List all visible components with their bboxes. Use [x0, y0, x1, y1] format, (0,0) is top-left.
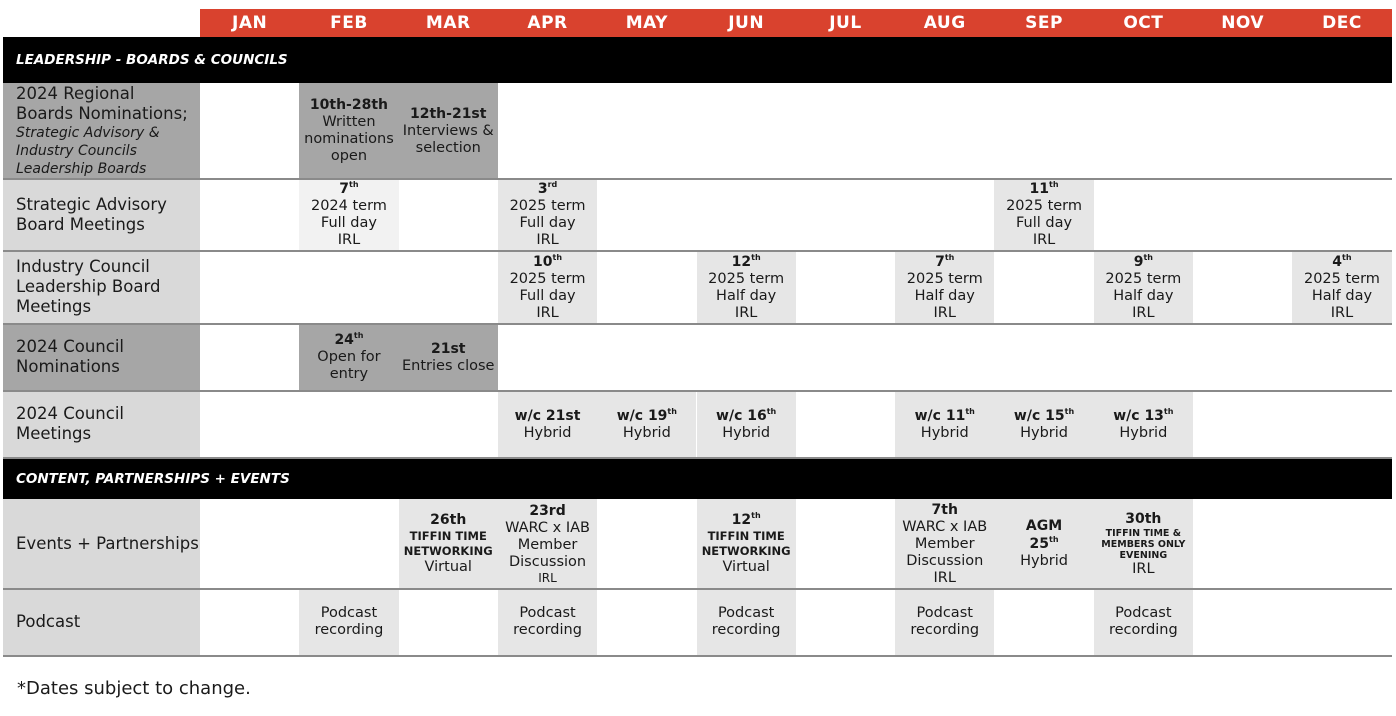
event-cell-mar: [399, 324, 498, 390]
row-label-line: Meetings: [16, 424, 92, 443]
event-cell-apr: [498, 391, 597, 457]
row-divider: [3, 457, 1392, 459]
event-cell-mar: [399, 83, 498, 178]
event-cell-aug: [895, 391, 994, 457]
event-text-line: [1106, 528, 1181, 539]
event-text: IRL: [933, 304, 956, 321]
row-divider: [3, 178, 1392, 180]
event-text: Half day: [1113, 287, 1174, 304]
event-text-line: [1125, 510, 1161, 528]
event-text: TIFFIN TIME: [707, 529, 785, 543]
ordinal-suffix: th: [552, 252, 563, 262]
event-text-line: [520, 215, 576, 232]
event-text: 2025 term: [509, 270, 586, 287]
event-cell-may: [597, 391, 696, 457]
event-cell-aug: [895, 589, 994, 655]
event-text-line: [921, 425, 969, 442]
event-cell-aug: [895, 499, 994, 588]
event-text-line: [410, 529, 487, 544]
event-text: Half day: [1311, 287, 1373, 304]
event-text-line: [1101, 539, 1185, 550]
event-text-line: [718, 605, 774, 622]
event-text: Hybrid: [722, 424, 771, 441]
ordinal-suffix: th: [1342, 252, 1352, 262]
event-text-line: [735, 305, 757, 322]
event-text-line: [515, 407, 581, 425]
event-text: w/c 19: [616, 407, 668, 424]
event-text: recording: [711, 622, 781, 638]
event-text-line: [533, 253, 562, 271]
event-text-line: [331, 148, 367, 165]
event-text-line: [322, 114, 375, 131]
event-text-line: [732, 511, 761, 529]
event-text: 25: [1029, 536, 1050, 552]
event-text: 2024 term: [310, 198, 387, 214]
footnote: *Dates subject to change.: [17, 677, 251, 699]
event-text-line: [509, 554, 586, 571]
event-text: 10th-28th: [309, 97, 388, 113]
event-text-line: [416, 140, 481, 157]
event-text: Member: [914, 535, 975, 552]
event-text: selection: [415, 139, 481, 156]
event-text-line: [1006, 198, 1082, 215]
event-text-line: [902, 519, 987, 536]
event-text-line: [1014, 407, 1074, 425]
ordinal-suffix: th: [766, 406, 777, 416]
month-header-nov: NOV: [1193, 9, 1292, 37]
month-header-may: MAY: [597, 9, 696, 37]
event-text: recording: [513, 622, 582, 638]
event-text: IRL: [1032, 232, 1056, 248]
row-divider: [3, 390, 1392, 392]
row-label-line: Boards Nominations;: [16, 103, 188, 123]
event-text-line: [1020, 425, 1068, 442]
event-cell-mar: [399, 499, 498, 588]
row-label-line: 2024 Council: [16, 404, 125, 423]
event-text: Open for: [317, 349, 381, 365]
event-cell-dec: [1292, 251, 1391, 323]
event-cell-apr: [498, 499, 597, 588]
ordinal-suffix: th: [667, 406, 677, 416]
event-text: Discussion: [906, 552, 984, 569]
row-label-line: Meetings: [16, 297, 92, 316]
section-header: CONTENT, PARTNERSHIPS + EVENTS: [3, 458, 1392, 499]
event-text: 23rd: [529, 503, 566, 519]
event-text-line: [339, 180, 358, 198]
event-cell-jun: [697, 391, 796, 457]
event-text: IRL: [933, 569, 956, 586]
event-text: 21st: [430, 340, 466, 357]
event-text: Full day: [1016, 215, 1073, 231]
event-text-line: [1030, 180, 1059, 198]
ordinal-suffix: th: [751, 252, 761, 262]
event-cell-apr: [498, 179, 597, 250]
event-text-line: [538, 180, 557, 198]
row-label-line: 2024 Regional: [16, 83, 135, 103]
event-text-line: [708, 271, 784, 288]
event-text-line: [425, 559, 472, 576]
event-text: Hybrid: [523, 424, 572, 441]
event-text-line: [915, 288, 975, 305]
event-text-line: [1030, 535, 1059, 553]
event-text: IRL: [734, 304, 758, 321]
event-text: WARC x IAB: [505, 520, 590, 536]
event-text-line: [431, 340, 466, 358]
row-label-line: 2024 Council: [16, 337, 125, 356]
month-header-jan: JAN: [200, 9, 299, 37]
event-text: 10: [533, 253, 553, 270]
row-label-line: Strategic Advisory: [16, 194, 167, 214]
month-header-aug: AUG: [895, 9, 994, 37]
row-sublabel-line: Strategic Advisory &: [16, 124, 160, 141]
event-text: w/c 15: [1013, 407, 1065, 424]
event-cell-aug: [895, 251, 994, 323]
row-label: [3, 391, 200, 457]
event-text-line: [722, 425, 770, 442]
event-text: 9: [1133, 253, 1144, 270]
row-label: [3, 179, 200, 250]
event-text-line: [1105, 271, 1181, 288]
row-label: [3, 589, 200, 655]
event-text-line: [934, 570, 956, 587]
event-text-line: [524, 425, 572, 442]
event-text-line: [617, 407, 677, 425]
ordinal-suffix: th: [751, 511, 761, 520]
event-cell-oct: [1094, 499, 1193, 588]
row-label-line: Podcast: [16, 612, 81, 631]
event-text-line: [1113, 288, 1173, 305]
ordinal-suffix: th: [1163, 406, 1174, 416]
event-text: recording: [314, 622, 384, 638]
event-text: Virtual: [424, 559, 472, 575]
event-text: IRL: [1330, 304, 1354, 321]
event-text-line: [529, 502, 565, 520]
event-text: 7th: [931, 501, 958, 518]
month-header-feb: FEB: [299, 9, 398, 37]
event-text-line: [510, 198, 586, 215]
event-text: 2025 term: [1303, 270, 1380, 287]
ordinal-suffix: th: [349, 180, 359, 189]
month-header-oct: OCT: [1094, 9, 1193, 37]
event-text-line: [934, 305, 956, 322]
event-text-line: [915, 536, 975, 553]
event-text-line: [910, 622, 979, 639]
month-header-sep: SEP: [994, 9, 1093, 37]
event-text: Podcast: [916, 605, 973, 621]
event-text: w/c 13: [1113, 407, 1164, 424]
row-divider: [3, 250, 1392, 252]
ordinal-suffix: th: [1049, 535, 1059, 544]
event-text-line: [917, 605, 973, 622]
event-cell-jun: [697, 499, 796, 588]
event-text-line: [702, 544, 791, 559]
event-text: 7: [339, 181, 350, 197]
row-label-line: Nominations: [16, 357, 120, 376]
event-text-line: [518, 537, 578, 554]
event-text-line: [1312, 288, 1372, 305]
event-text-line: [1026, 517, 1062, 535]
event-text-line: [536, 232, 558, 249]
event-text: Full day: [519, 287, 576, 304]
event-text: IRL: [1132, 304, 1155, 321]
event-text: Full day: [320, 215, 377, 231]
ordinal-suffix: th: [944, 252, 955, 262]
event-text-line: [321, 215, 377, 232]
event-cell-oct: [1094, 251, 1193, 323]
event-text-line: [1115, 605, 1171, 622]
event-text-line: [513, 622, 582, 639]
event-text: Podcast: [320, 605, 378, 621]
event-text: Half day: [914, 287, 975, 304]
event-text-line: [536, 305, 558, 322]
row-sublabel-line: Industry Councils: [16, 142, 137, 159]
event-text-line: [330, 366, 368, 383]
event-text: entry: [329, 366, 369, 382]
event-text-line: [1119, 425, 1167, 442]
event-text-line: [311, 198, 387, 215]
event-text: IRL: [536, 232, 559, 248]
event-text-line: [430, 511, 466, 529]
event-text: w/c 21st: [514, 407, 581, 424]
event-text: TIFFIN TIME: [409, 529, 487, 543]
event-text-line: [321, 605, 377, 622]
event-text: 7: [935, 253, 945, 270]
event-cell-jun: [697, 251, 796, 323]
event-cell-jun: [697, 589, 796, 655]
event-text-line: [935, 253, 954, 271]
event-text: w/c 11: [914, 407, 966, 424]
event-text: Half day: [716, 287, 777, 304]
event-text-line: [1020, 553, 1068, 570]
event-text-line: [310, 96, 388, 114]
event-text-line: [538, 571, 557, 585]
event-text: Hybrid: [1020, 553, 1068, 569]
event-text-line: [520, 288, 576, 305]
ordinal-suffix: th: [965, 406, 975, 416]
event-cell-apr: [498, 251, 597, 323]
row-label: [3, 251, 200, 323]
event-cell-feb: [299, 589, 398, 655]
event-text-line: [338, 232, 360, 249]
event-text: MEMBERS ONLY: [1101, 538, 1186, 550]
ordinal-suffix: th: [353, 331, 364, 340]
event-text-line: [1109, 622, 1178, 639]
ordinal-suffix: th: [1049, 180, 1059, 189]
event-text: 24: [334, 332, 354, 348]
event-text: AGM: [1025, 518, 1063, 534]
row-divider: [3, 588, 1392, 590]
event-text: EVENING: [1119, 549, 1168, 561]
event-cell-oct: [1094, 391, 1193, 457]
event-text: 4: [1332, 253, 1343, 270]
event-text-line: [510, 271, 586, 288]
event-text: Written: [322, 114, 376, 130]
event-text-line: [708, 529, 785, 544]
event-text-line: [1113, 407, 1173, 425]
event-text-line: [716, 407, 776, 425]
event-text: IRL: [536, 304, 559, 321]
event-text-line: [402, 358, 494, 375]
event-text-line: [1033, 232, 1055, 249]
event-text: 12th-21st: [410, 105, 487, 122]
event-text: open: [330, 148, 368, 164]
event-text-line: [403, 123, 494, 140]
event-text: Hybrid: [920, 424, 969, 441]
row-label: [3, 499, 200, 588]
event-text-line: [1016, 215, 1072, 232]
event-text: recording: [910, 622, 980, 638]
event-text: Hybrid: [1119, 424, 1168, 441]
event-text-line: [334, 331, 363, 349]
event-text: 2025 term: [906, 270, 983, 287]
row-label: [3, 324, 200, 390]
event-cell-feb: [299, 83, 398, 178]
row-label-line: Events + Partnerships: [16, 533, 199, 553]
month-header-dec: DEC: [1292, 9, 1391, 37]
event-text: Virtual: [722, 559, 770, 575]
event-text-line: [716, 288, 776, 305]
event-text-line: [1304, 271, 1380, 288]
section-header: LEADERSHIP - BOARDS & COUNCILS: [3, 37, 1392, 83]
event-text: Podcast: [717, 605, 775, 621]
event-text: Entries close: [402, 357, 495, 374]
row-divider: [3, 655, 1392, 657]
event-text-line: [722, 559, 769, 576]
month-header-jun: JUN: [697, 9, 796, 37]
event-text: 30th: [1125, 510, 1162, 527]
event-text-line: [906, 553, 983, 570]
event-text: NETWORKING: [403, 544, 493, 558]
event-text: Discussion: [508, 554, 587, 570]
event-cell-feb: [299, 324, 398, 390]
event-text: Member: [517, 537, 578, 553]
event-text-line: [1331, 305, 1353, 322]
event-text: Hybrid: [622, 424, 671, 441]
event-text: 12: [731, 253, 752, 270]
month-header-mar: MAR: [399, 9, 498, 37]
event-text-line: [1120, 550, 1168, 561]
event-text-line: [304, 131, 394, 148]
event-text: 2025 term: [1006, 198, 1083, 214]
event-text: w/c 16: [716, 407, 767, 424]
event-text-line: [519, 605, 575, 622]
event-text-line: [623, 425, 671, 442]
event-text: Podcast: [1115, 605, 1172, 621]
row-label: [3, 83, 200, 178]
event-text: WARC x IAB: [902, 518, 988, 535]
event-text-line: [907, 271, 983, 288]
event-text: IRL: [538, 571, 557, 585]
event-text-line: [315, 622, 384, 639]
event-text: 2025 term: [1105, 270, 1182, 287]
event-text: TIFFIN TIME &: [1105, 527, 1181, 539]
event-text: recording: [1108, 622, 1178, 638]
event-cell-feb: [299, 179, 398, 250]
row-label-line: Leadership Board: [16, 277, 161, 296]
event-text: 3: [537, 181, 548, 197]
row-divider: [3, 323, 1392, 325]
event-text: IRL: [337, 232, 361, 248]
event-text-line: [410, 105, 486, 123]
event-text: 26th: [430, 512, 467, 528]
event-text: Interviews &: [402, 122, 494, 139]
event-text: Podcast: [519, 605, 576, 621]
event-text-line: [932, 501, 958, 519]
ordinal-suffix: th: [1064, 406, 1075, 416]
event-text-line: [1132, 561, 1154, 578]
ordinal-suffix: rd: [547, 180, 558, 189]
event-text-line: [1134, 253, 1153, 271]
row-sublabel-line: Leadership Boards: [16, 160, 147, 177]
row-label-line: Industry Council: [16, 257, 150, 276]
event-text-line: [505, 520, 590, 537]
month-header-apr: APR: [498, 9, 597, 37]
event-text-line: [1332, 253, 1351, 271]
event-text-line: [404, 544, 493, 559]
event-cell-apr: [498, 589, 597, 655]
event-text-line: [712, 622, 781, 639]
event-cell-sep: [994, 179, 1093, 250]
event-text: IRL: [1132, 560, 1155, 577]
event-text-line: [732, 253, 761, 271]
event-cell-sep: [994, 499, 1093, 588]
event-cell-sep: [994, 391, 1093, 457]
row-label-line: Board Meetings: [16, 214, 145, 234]
event-text: NETWORKING: [701, 544, 791, 558]
event-text: 2025 term: [708, 270, 785, 287]
event-text: Hybrid: [1020, 424, 1068, 441]
event-text: nominations: [304, 131, 394, 147]
event-text-line: [1132, 305, 1154, 322]
event-text-line: [317, 349, 380, 366]
event-text: 11: [1029, 181, 1050, 197]
event-text: 12: [731, 512, 752, 528]
event-text: 2025 term: [509, 198, 586, 214]
event-text-line: [915, 407, 975, 425]
month-header-jul: JUL: [796, 9, 895, 37]
ordinal-suffix: th: [1143, 252, 1153, 262]
event-text: Full day: [519, 215, 576, 231]
event-cell-oct: [1094, 589, 1193, 655]
